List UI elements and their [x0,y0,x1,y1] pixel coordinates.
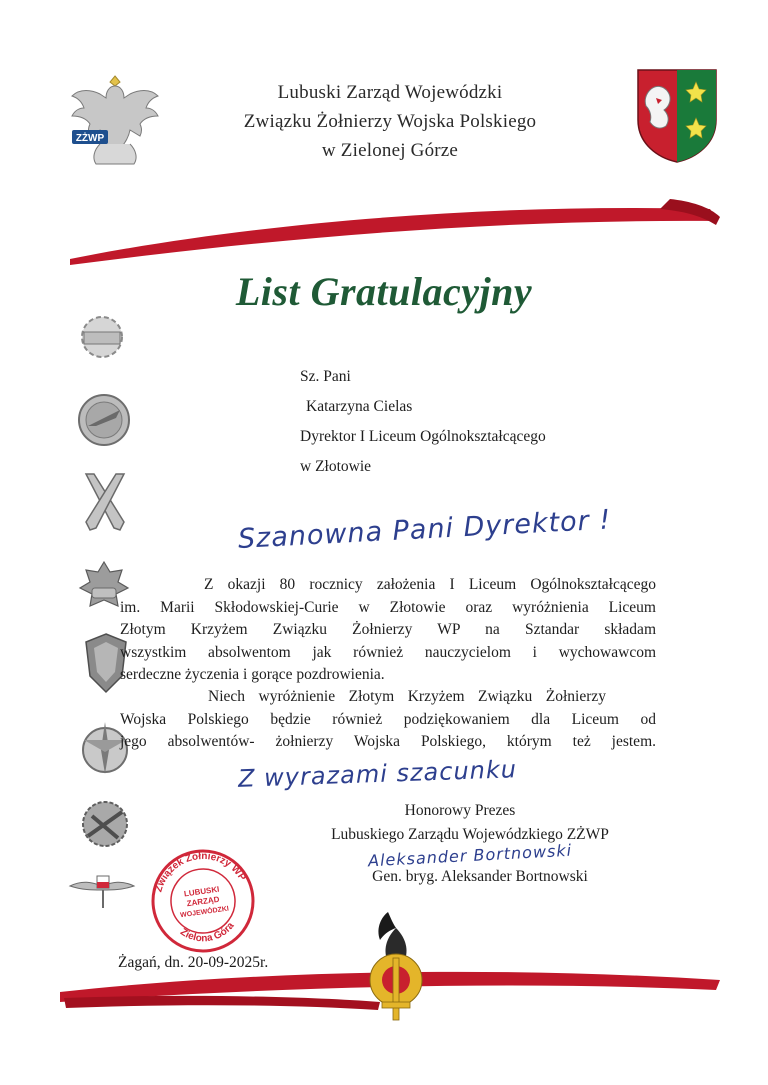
header-line-3: w Zielonej Górze [321,140,459,161]
handwritten-signature: Aleksander Bortnowski [367,840,573,871]
air-wings-badge-icon [68,866,136,910]
handwritten-closing: Z wyrazami szacunku [237,755,518,793]
header-line-1: Lubuski Zarząd Wojewódzki [277,82,503,103]
body-paragraph-1 [120,574,656,687]
addr-salutation: Sz. Pani [300,368,351,385]
signatory-role: Honorowy Prezes [404,802,516,819]
body-line: im. Marii Skłodowskiej-Curie w Złotowie oraz wyróżnienia Liceum [120,598,656,616]
body-paragraph-2 [120,686,656,754]
header-line-2: Związku Żołnierzy Wojska Polskiego [243,111,537,132]
body-line: wszystkim absolwentom jak również nauczycielom i wychowawcom [120,643,656,661]
document-title: List Gratulacyjny [235,269,533,314]
handwritten-greeting: Szanowna Pani Dyrektor ! [237,504,612,555]
rifle-badge-icon [78,798,132,850]
signatory-name: Gen. bryg. Aleksander Bortnowski [372,868,588,885]
hussar-helmet-emblem-icon [360,906,432,1022]
logo-text: ZŻWP [75,133,105,144]
stamp-center-line-3: WOJEWÓDZKI [179,905,230,920]
stamp-bottom-text: Zielona Góra [178,920,237,945]
ribbon-top [70,195,720,265]
aircraft-badge-icon [76,392,132,448]
body-line: Złotym Krzyżem Związku Żołnierzy WP na Sztandar składam [120,621,656,638]
body-line: Wojska Polskiego będzie również podziękowaniem dla Liceum od [120,710,656,728]
body-line: Z okazji 80 rocznicy założenia I Liceum Ogólnokształcącego [204,576,656,593]
stamp-ring-text: Związek Żołnierzy WP [153,850,248,894]
document-date: Żagań, dn. 20-09-2025r. [118,954,269,971]
body-line: Niech wyróżnienie Złotym Krzyżem Związku Żołnierzy [208,688,606,705]
body-line: jego absolwentów- żołnierzy Wojska Polskiego, którym też jestem. [120,733,656,750]
addr-place: w Złotowie [300,458,372,475]
coat-of-arms-icon [636,68,718,164]
stamp-center-line-1: LUBUSKI [183,884,220,899]
body-line: serdeczne życzenia i gorące pozdrowienia. [120,666,385,683]
addr-name: Katarzyna Cielas [306,398,413,415]
gear-badge-icon [74,312,130,362]
crossed-shells-icon [80,470,130,534]
signatory-org: Lubuskiego Zarządu Wojewódzkiego ZŻWP [331,826,609,843]
addr-position: Dyrektor I Liceum Ogólnokształcącego [300,428,546,445]
stamp-center-line-2: ZARZĄD [186,894,220,909]
eagle-emblem-icon [66,66,164,174]
